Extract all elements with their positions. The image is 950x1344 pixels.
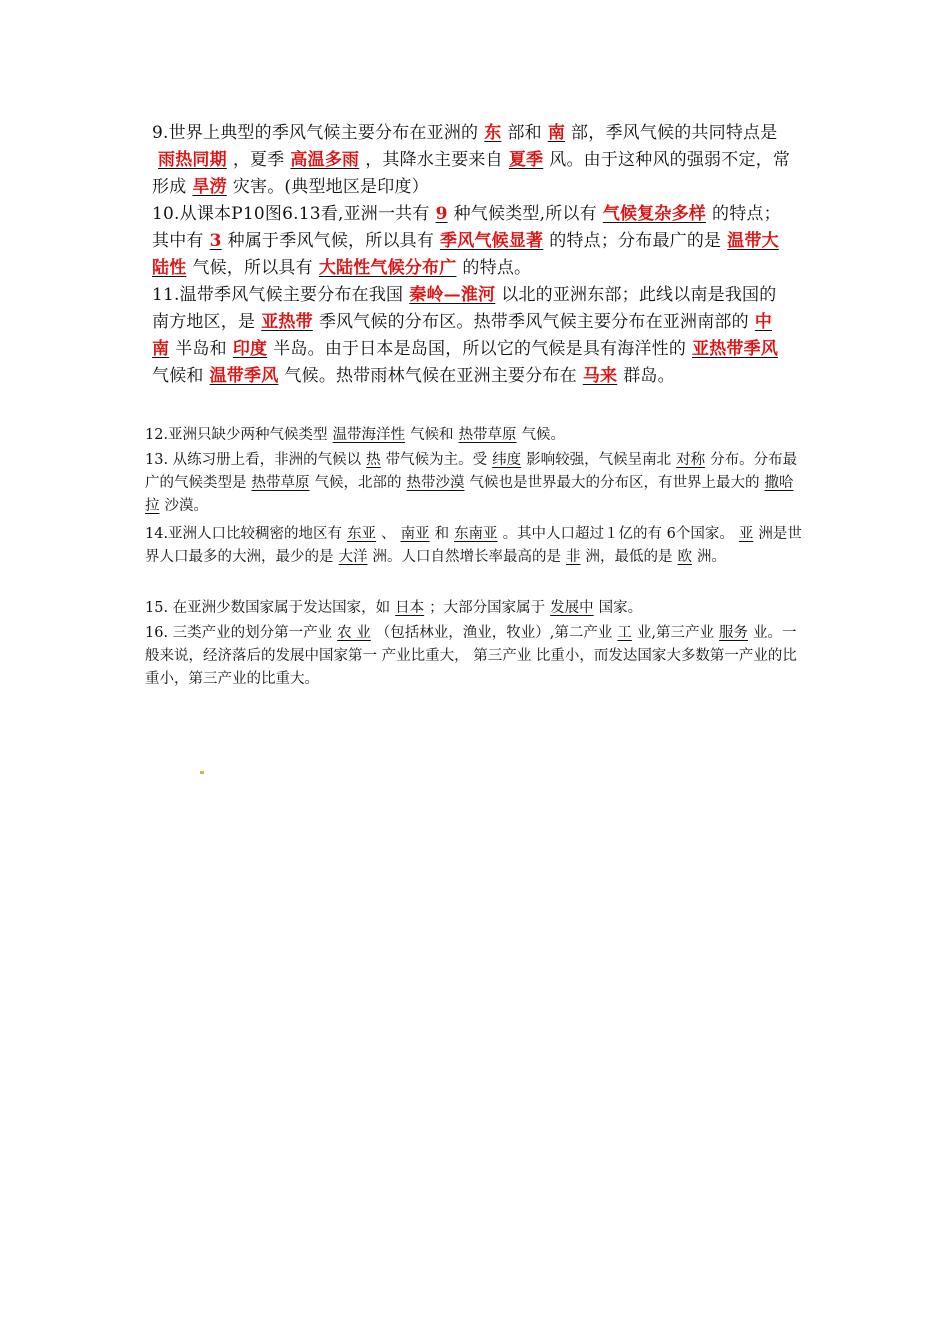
q16-answer-2: 工: [617, 625, 632, 641]
q14-text-5: 洲是世界人口最多的大洲，最少的是: [145, 526, 802, 565]
q9-text-5: ，其降水主要来自: [365, 150, 503, 170]
question-9-text: [152, 120, 792, 201]
q11-text-1: 11.温带季风气候主要分布在我国: [152, 285, 404, 305]
q11-text-7: 气候。热带雨林气候在亚洲主要分布在: [284, 366, 577, 386]
question-10-text: [152, 201, 792, 282]
q15-text-2: ；大部分国家属于: [429, 600, 546, 616]
q9-text-6: 风。由于这种风的强弱不定，常形成: [152, 150, 791, 197]
q16-answer-1: 农 业: [337, 625, 371, 641]
q16-text-4: 业。一般来说，经济落后的发展中国家第一 产业比重大， 第三产业 比重小，而发达国家大多数第一产业的比重小，第三产业的比重大。: [145, 625, 797, 687]
question-16-text: [145, 622, 810, 691]
q15-text-3: 国家。: [598, 600, 643, 616]
q14-text-6: 洲。人口自然增长率最高的是: [372, 549, 561, 565]
q14-answer-7: 欧: [677, 549, 692, 565]
q11-text-5: 半岛。由于日本是岛国，所以它的气候是具有海洋性的: [273, 339, 687, 359]
q14-answer-3: 东南亚: [454, 526, 498, 542]
q13-text-4: 分布。分布最广的气候类型是: [145, 452, 798, 491]
question-15-text: [145, 597, 810, 620]
q13-answer-5: 热带沙漠: [406, 475, 465, 491]
q10-answer-1: 9: [435, 204, 448, 224]
q10-answer-2: 气候复杂多样: [602, 204, 707, 224]
question-15: [145, 597, 810, 620]
question-12: [145, 424, 810, 447]
q9-text-7: 灾害。(典型地区是印度）: [232, 177, 429, 197]
q11-answer-2: 亚热带: [261, 312, 313, 332]
q9-text-2: 部和: [507, 123, 542, 143]
q14-text-1: 14.亚洲人口比较稠密的地区有: [145, 526, 343, 542]
question-14-text: [145, 523, 810, 569]
q14-text-8: 洲。: [697, 549, 726, 565]
q11-text-4: 半岛和: [175, 339, 227, 359]
q13-answer-4: 热带草原: [251, 475, 310, 491]
q11-text-3: 季风气候的分布区。热带季风气候主要分布在亚洲南部的: [318, 312, 749, 332]
q10-answer-5: 温带大陆性: [152, 231, 779, 278]
q11-answer-7: 马来: [582, 366, 618, 386]
q10-text-3: 的特点；其中有: [152, 204, 781, 251]
q13-answer-6: 撒哈拉: [145, 475, 794, 514]
q12-answer-1: 温带海洋性: [332, 427, 406, 443]
q9-text-3: 部，季风气候的共同特点是: [571, 123, 778, 143]
q14-answer-1: 东亚: [347, 526, 377, 542]
q9-text-4: ，夏季: [232, 150, 285, 170]
q10-answer-4: 季风气候显著: [440, 231, 544, 251]
q10-text-4: 种属于季风气候，所以具有: [227, 231, 435, 251]
q15-answer-2: 发展中: [550, 600, 594, 616]
question-10: [152, 201, 792, 282]
q10-text-1: 10.从课本P10图6.13看,亚洲一共有: [152, 204, 430, 224]
q12-text-2: 气候和: [410, 427, 454, 443]
q9-answer-5: 夏季: [508, 150, 544, 170]
q10-text-6: 气候，所以具有: [192, 258, 313, 278]
q16-text-2: （包括林业，渔业，牧业）,第二产业: [375, 625, 613, 641]
question-12-text: [145, 424, 810, 447]
q14-text-2: 、: [381, 526, 396, 542]
q13-text-7: 沙漠。: [164, 498, 208, 514]
q14-text-4: 。其中人口超过１亿的有 6个国家。: [502, 526, 734, 542]
question-16: [145, 622, 810, 691]
q11-text-6: 气候和: [152, 366, 204, 386]
q14-answer-5: 大洋: [338, 549, 368, 565]
q9-answer-2: 南: [547, 123, 566, 143]
q14-text-7: 洲，最低的是: [585, 549, 673, 565]
q10-text-5: 的特点；分布最广的是: [549, 231, 722, 251]
question-14: [145, 523, 810, 569]
q11-answer-6: 温带季风: [209, 366, 279, 386]
q13-text-5: 气候，北部的: [314, 475, 402, 491]
q9-answer-4: 高温多雨: [290, 150, 360, 170]
q13-text-6: 气候也是世界最大的分布区，有世界上最大的: [469, 475, 760, 491]
q16-text-1: 16. 三类产业的划分第一产业: [145, 625, 333, 641]
question-13-text: [145, 449, 810, 518]
q11-text-8: 群岛。: [623, 366, 675, 386]
q13-answer-3: 对称: [676, 452, 706, 468]
q9-answer-6: 旱涝: [192, 177, 227, 197]
q14-text-3: 和: [434, 526, 450, 542]
q9-answer-3: 雨热同期: [158, 150, 227, 170]
q12-answer-2: 热带草原: [458, 427, 517, 443]
q10-text-7: 的特点。: [462, 258, 532, 278]
q13-text-3: 影响较强，气候呈南北: [526, 452, 672, 468]
stray-mark: [200, 771, 204, 774]
question-11-text: [152, 282, 792, 390]
q14-answer-2: 南亚: [400, 526, 430, 542]
q10-text-2: 种气候类型,所以有: [453, 204, 597, 224]
q9-text-1: 9.世界上典型的季风气候主要分布在亚洲的: [152, 123, 479, 143]
q11-answer-3: 中南: [152, 312, 773, 359]
q12-text-3: 气候。: [521, 427, 566, 443]
question-13: [145, 449, 810, 518]
q13-text-2: 带气候为主。受: [385, 452, 488, 468]
q9-answer-1: 东: [484, 123, 502, 143]
q11-text-2: 以北的亚洲东部；此线以南是我国的南方地区，是: [152, 285, 777, 332]
q10-answer-3: 3: [209, 231, 222, 251]
question-9: [152, 120, 792, 201]
q16-answer-3: 服务: [719, 625, 748, 641]
q15-text-1: 15. 在亚洲少数国家属于发达国家，如: [145, 600, 391, 616]
q13-answer-1: 热: [366, 452, 381, 468]
q14-answer-6: 非: [566, 549, 581, 565]
question-11: [152, 282, 792, 390]
q13-answer-2: 纬度: [492, 452, 522, 468]
q11-answer-5: 亚热带季风: [692, 339, 779, 359]
q11-answer-1: 秦岭—淮河: [409, 285, 496, 305]
q14-answer-4: 亚: [738, 526, 754, 542]
q12-text-1: 12.亚洲只缺少两种气候类型: [145, 427, 328, 443]
q13-text-1: 13. 从练习册上看，非洲的气候以: [145, 452, 362, 468]
q11-answer-4: 印度: [232, 339, 268, 359]
q10-answer-6: 大陆性气候分布广: [318, 258, 457, 278]
q16-text-3: 业,第三产业: [636, 625, 714, 641]
q15-answer-1: 日本: [395, 600, 425, 616]
